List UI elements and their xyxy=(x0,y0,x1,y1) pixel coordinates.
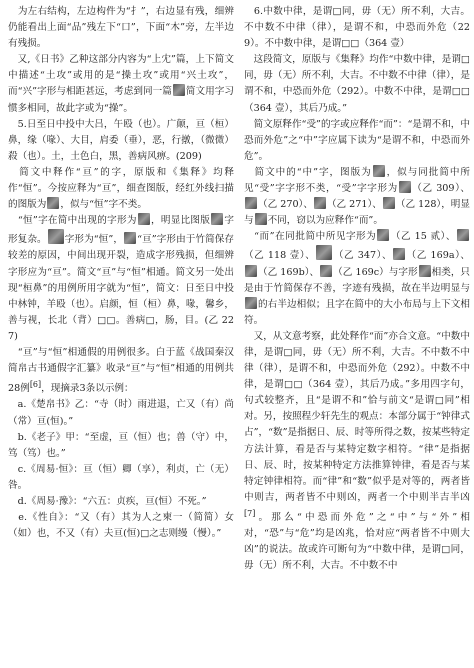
paragraph-4: 简文中释作“亘”的字，原版和《集释》均释作“恒”。今按应释为“亘”，细查图版，经红外线扫描的图版为 ，似与“恒”字不类。 xyxy=(8,166,234,211)
paragraph-2: 又,《日书》乙种这部分内容为“上冘”篇，上下简文中描述“土攻”或用的是“操土攻”或用“兴土攻”，而“兴”字形与相距甚远，考虑到同一篇 简文用字习惯多相同，故此字或为“操”。 xyxy=(8,54,234,114)
bamboo-slip-glyph-image xyxy=(255,213,267,225)
bamboo-slip-glyph-image xyxy=(377,229,389,241)
paragraph-1: 为左右结构，左边构件为“扌”，右边显有残，细辨仍能看出上面“品”残左下“口”，下面“木”旁，左半边有残损。 xyxy=(8,6,234,50)
paragraph-7: 6.中数中律，是谓□同，毋（无）所不利，大吉。不中数不中律（律），是谓不和，中恐而外危（229）。不中数中律，是谓□□（364 壹） xyxy=(244,6,470,50)
paragraph-9: 简文原释作“受”的字或应释作“而”：“是谓不和，中恐而外危”之“中”字应属下读为“是谓不和，中恐而外危”。 xyxy=(244,118,470,162)
paragraph-5: “恒”字在简中出现的字形为 ，明显比图版 字形复杂。 字形为“恒”， “亘”字形由于竹简保存较差的原因，中间出现开裂，造成字形残损，但细辨字形应为“亘”。简文“亘”与“恒”相通。简文另一处出现“桓鼻”的用例所用字就为“恒”，简文：日至日中投中林钟，羊殴（也）。启颜，恒（桓）鼻，喙，馨乡，善与视，长北（背）□□。善病□，肠，目。(乙 227) xyxy=(8,215,235,342)
bamboo-slip-glyph-image xyxy=(457,229,469,241)
paragraph-3: 5.日至日中投中大吕，午殴（也）。广颠，亘（桓）鼻，缘（喙）、大目，肩委（垂），恶，行撴，（微微）殺（也）。土，土色白，黑，善病风痹。(209) xyxy=(8,118,234,162)
example-a: a.《楚帛书》乙：“寺（时）雨进退，亡又（有）尚（常）亘(恒)。” xyxy=(8,399,234,427)
bamboo-slip-glyph-image xyxy=(138,213,150,225)
paragraph-11: “而”在同批简中所见字形为 （乙 15 贰）、（乙 118 壹）、 （乙 347）、 （乙 169a）、（乙 169b）、 （乙 169c）与字形 相类，只是由于竹简保存不善，字迹有残损，故在半边明显与的右半边相似；且字在简中的大小布局与上下文相符。 xyxy=(244,231,471,326)
bamboo-slip-glyph-image xyxy=(47,197,59,209)
bamboo-slip-glyph-image xyxy=(399,181,411,193)
bamboo-slip-glyph-image xyxy=(245,297,257,309)
right-column xyxy=(244,4,470,574)
bamboo-slip-glyph-image xyxy=(383,197,395,209)
bamboo-slip-glyph-image xyxy=(316,245,332,260)
example-e: e.《性自》：“又（有）其为人之柬一（简简）女（如）也，不又（有）夫亘(恒)□之志则缦（慢）。” xyxy=(8,512,234,540)
bamboo-slip-glyph-image xyxy=(419,265,431,277)
bamboo-slip-glyph-image xyxy=(173,84,185,96)
bamboo-slip-glyph-image xyxy=(245,197,257,209)
paragraph-8: 这段简文，原版与《集释》均作“中数中律，是谓□同，毋（无）所不利，大吉。不中数不中律（律），是谓不和，中恐而外危（292）。中数不中律，是谓□□（364 壹），其后乃成。” xyxy=(244,54,470,114)
paragraph-10: 简文中的“中”字，图版为 ，似与同批简中所见“受”字字形不类，“受”字字形为 （乙 309）、（乙 270）、 （乙 271）、 （乙 128），明显与 不同，窃以为应释作“而”。 xyxy=(244,166,471,227)
bamboo-slip-glyph-image xyxy=(393,248,405,260)
bamboo-slip-glyph-image xyxy=(124,232,136,244)
paragraph-12: 又，从文意考察，此处释作“而”亦合文意。“中数中律，是谓□同，毋（无）所不利，大吉。不中数不中律（律），是谓不和，中恐而外危（292）。中数不中律，是谓□□（364 壹），其后乃成。”多用四字句，句式较整齐，且“是谓不和”恰与前文“是谓□同”相对。另，按照程少轩先生的观点：本部分属于“钟律式占”，“数”是指据日、辰、时等所得之数，按某些特定方法计算，看是否与某特定数字相符。“律”是指据日、辰、时，按某种特定方法推算钟律，看是否与某特定钟律相符。而“律”和“数”似乎是对等的，两者皆中则吉，两者皆不中则凶，两者一个中则半吉半凶[7]。那么“中恐而外危”之“中”与“外”相对，“恐”与“危”均是凶兆，恰对应“两者皆不中则大凶”的说法。故或许可断句为“中数中律，是谓□同，毋（无）所不利，大吉。不中数不中 xyxy=(244,330,470,572)
bamboo-slip-glyph-image xyxy=(314,197,326,209)
example-b: b.《老子》甲：“至虚，亘（恒）也；兽（守）中，笃（笃）也。” xyxy=(8,431,234,459)
bamboo-slip-glyph-image xyxy=(320,265,332,277)
example-c: c.《周易·恒》：亘（恒）卿（享），利贞，亡（无）咎。 xyxy=(8,463,234,491)
bamboo-slip-glyph-image xyxy=(48,229,64,244)
bamboo-slip-glyph-image xyxy=(245,265,257,277)
paragraph-6: “亘”与“恒”相通假的用例很多。白于蓝《战国秦汉简帛古书通假字汇纂》收录“亘”与“恒”相通的用例共28例[6]，现摘录3条以示例： xyxy=(8,346,234,395)
example-d: d.《周易·豫》：“六五：贞疾，亘(恒）不死。” xyxy=(8,496,207,507)
bamboo-slip-glyph-image xyxy=(373,165,385,177)
left-column xyxy=(8,4,234,542)
bamboo-slip-glyph-image xyxy=(211,213,223,225)
